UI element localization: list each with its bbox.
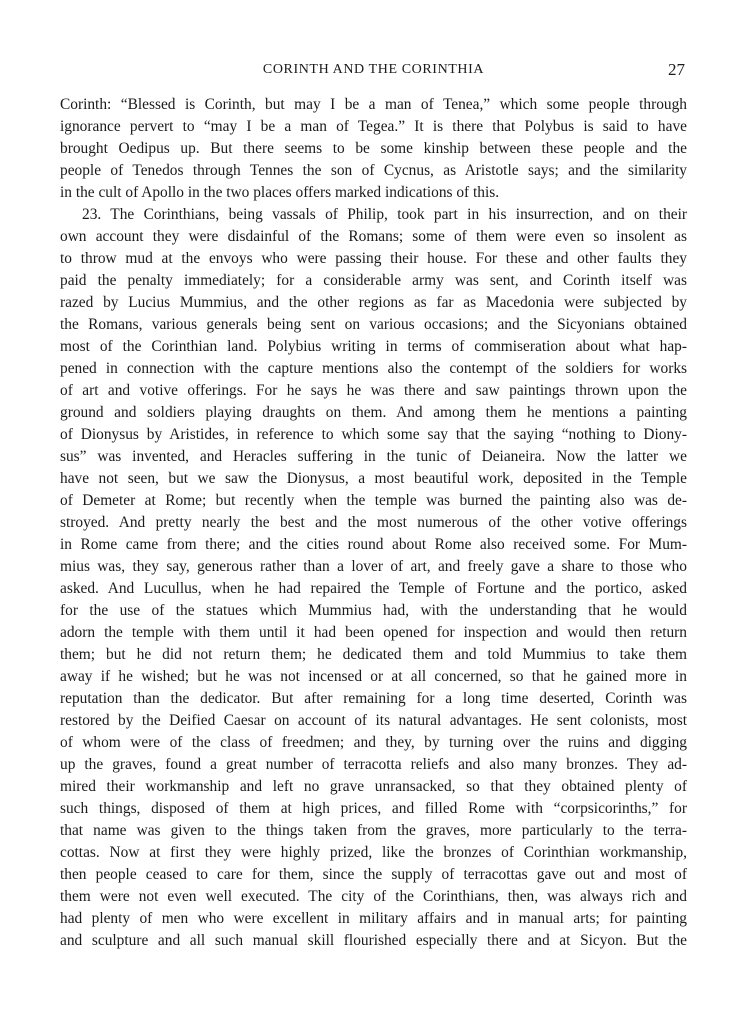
text-line: pened in connection with the capture mentions also the contempt of the soldiers for works	[60, 360, 687, 377]
text-line: had plenty of men who were excellent in military affairs and in manual arts; for painting	[60, 910, 687, 927]
running-head	[60, 60, 687, 84]
text-line: restored by the Deified Caesar on account of its natural advantages. He sent colonists, most	[60, 712, 687, 729]
text-line: such things, disposed of them at high prices, and filled Rome with “corpsicorinths,” for	[60, 800, 687, 817]
text-line: that name was given to the things taken from the graves, more particularly to the terra-	[60, 822, 687, 839]
text-line: paid the penalty immediately; for a considerable army was sent, and Corinth itself was	[60, 272, 687, 289]
text-line: of whom were of the class of freedmen; and they, by turning over the ruins and digging	[60, 734, 687, 751]
text-line: them; but he did not return them; he dedicated them and told Mummius to take them	[60, 646, 687, 663]
text-line: of art and votive offerings. For he says he was there and saw paintings thrown upon the	[60, 382, 687, 399]
text-line: up the graves, found a great number of terracotta reliefs and also many bronzes. They ad-	[60, 756, 687, 773]
text-line: ground and soldiers playing draughts on them. And among them he mentions a painting	[60, 404, 687, 421]
document-page	[60, 60, 687, 952]
text-line: asked. And Lucullus, when he had repaired the Temple of Fortune and the portico, asked	[60, 580, 687, 597]
text-line: have not seen, but we saw the Dionysus, a most beautiful work, deposited in the Temple	[60, 470, 687, 487]
text-line: for the use of the statues which Mummius had, with the understanding that he would	[60, 602, 687, 619]
text-line: brought Oedipus up. But there seems to be some kinship between these people and the	[60, 140, 687, 157]
text-line: then people ceased to care for them, since the supply of terracottas gave out and most of	[60, 866, 687, 883]
text-line: away if he wished; but he was not incensed or at all concerned, so that he gained more in	[60, 668, 687, 685]
text-line: in the cult of Apollo in the two places offers marked indications of this.	[60, 184, 500, 201]
text-line: cottas. Now at first they were highly prized, like the bronzes of Corinthian workmanship,	[60, 844, 687, 861]
paragraph-start-line: 23. The Corinthians, being vassals of Philip, took part in his insurrection, and on their	[82, 206, 687, 223]
page-number: 27	[668, 60, 685, 79]
text-line: to throw mud at the envoys who were passing their house. For these and other faults they	[60, 250, 687, 267]
text-line: Corinth: “Blessed is Corinth, but may I be a man of Tenea,” which some people through	[60, 96, 687, 113]
text-line: and sculpture and all such manual skill flourished especially there and at Sicyon. But the	[60, 932, 687, 949]
body-text	[60, 94, 687, 952]
text-line: of Demeter at Rome; but recently when the temple was burned the painting also was de-	[60, 492, 687, 509]
text-line: them were not even well executed. The city of the Corinthians, then, was always rich and	[60, 888, 687, 905]
text-line: razed by Lucius Mummius, and the other regions as far as Macedonia were subjected by	[60, 294, 687, 311]
text-line: sus” was invented, and Heracles suffering in the tunic of Deianeira. Now the latter we	[60, 448, 687, 465]
running-title: CORINTH AND THE CORINTHIA	[262, 62, 485, 77]
text-line: of Dionysus by Aristides, in reference to which some say that the saying “nothing to Diony-	[60, 426, 687, 443]
text-line: the Romans, various generals being sent on various occasions; and the Sicyonians obtained	[60, 316, 687, 333]
text-line: mired their workmanship and left no grave unransacked, so that they obtained plenty of	[60, 778, 687, 795]
text-line: stroyed. And pretty nearly the best and the most numerous of the other votive offerings	[60, 514, 687, 531]
text-line: own account they were disdainful of the Romans; some of them were even so insolent as	[60, 228, 687, 245]
text-line: most of the Corinthian land. Polybius writing in terms of commiseration about what hap-	[60, 338, 687, 355]
text-line: ignorance pervert to “may I be a man of Tegea.” It is there that Polybus is said to have	[60, 118, 687, 135]
text-line: adorn the temple with them until it had been opened for inspection and would then return	[60, 624, 687, 641]
text-line: in Rome came from there; and the cities round about Rome also received some. For Mum-	[60, 536, 687, 553]
text-line: mius was, they say, generous rather than a lover of art, and freely gave a share to those who	[60, 558, 687, 575]
text-line: reputation than the dedicator. But after remaining for a long time deserted, Corinth was	[60, 690, 687, 707]
text-line: people of Tenedos through Tennes the son of Cycnus, as Aristotle says; and the similarity	[60, 162, 687, 179]
